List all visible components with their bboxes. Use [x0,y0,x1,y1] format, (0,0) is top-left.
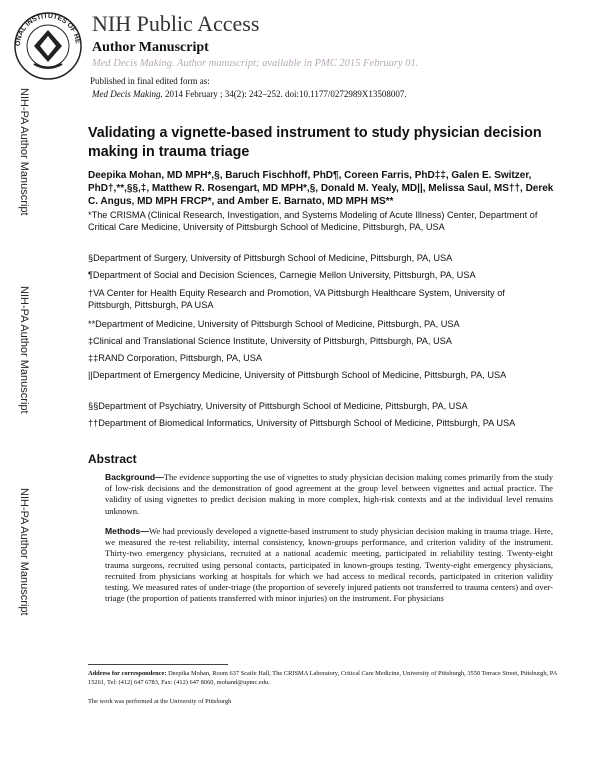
correspondence-label: Address for correspondence: [88,670,167,677]
methods-label: Methods— [105,526,149,536]
citation-details: 2014 February ; 34(2): 242–252. doi:10.1177/0272989X13508007. [162,89,407,99]
citation [92,89,407,99]
background-text: The evidence supporting the use of vignettes to study physician decision making comes primarily from the study of low-risk decisions and the demonstration of good agreement at the group level between vignettes and actual practice. The validity of using vignettes to predict decision making in more complex, high-risk contexts and at the individual level remains unknown. [105,472,553,516]
author-list: Deepika Mohan, MD MPH*,§, Baruch Fischhoff, PhD¶, Coreen Farris, PhD‡‡, Galen E. Switzer, PhD†,**,§§,‡, Matthew R. Rosengart, MD MPH*,§, Donald M. Yealy, MD||, Melissa Saul, MS††, Derek C. Angus, MD MPH FRCP*, and Amber E. Barnato, MD MPH MS** [88,170,554,207]
svg-text:NATIONAL INSTITUTES OF HEALTH: ONAL INSTITUTES OF HE [14,12,81,47]
article-title: Validating a vignette-based instrument to study physician decision making in trauma triage [88,125,542,160]
affiliation: †VA Center for Health Equity Research and Promotion, VA Pittsburgh Healthcare System, University of Pittsburgh, Pittsburgh, PA USA [88,288,505,310]
citation-journal: Med Decis Making. [92,89,163,99]
availability-note: Med Decis Making. Author manuscript; available in PMC 2015 February 01. [92,58,419,69]
affiliation: *The CRISMA (Clinical Research, Investigation, and Systems Modeling of Acute Illness) Center, Department of Critical Care Medicine, University of Pittsburgh School of Medicine, Pittsburgh, PA, USA [88,210,538,232]
nih-public-access-title: NIH Public Access [92,11,260,36]
affiliation: **Department of Medicine, University of Pittsburgh School of Medicine, Pittsburgh, PA, USA [88,319,460,329]
abstract-methods [105,526,553,604]
correspondence-note [88,670,558,687]
nih-logo [10,6,86,82]
abstract-background [105,472,553,517]
background-label: Background— [105,472,164,482]
abstract-heading: Abstract [88,452,137,466]
affiliation: ||Department of Emergency Medicine, University of Pittsburgh School of Medicine, Pittsburgh, PA, USA [88,370,507,380]
affiliation: ¶Department of Social and Decision Sciences, Carnegie Mellon University, Pittsburgh, PA, USA [88,270,476,280]
author-manuscript-label: Author Manuscript [92,40,209,55]
published-label: Published in final edited form as: [90,76,210,86]
work-note: The work was performed at the University of Pittsburgh [88,698,232,705]
affiliation: ‡Clinical and Translational Science Institute, University of Pittsburgh, Pittsburgh, PA, USA [88,336,452,346]
footnote-divider [88,664,228,665]
correspondence-text: Deepika Mohan, Room 637 Scaife Hall, The CRISMA Laboratory, Critical Care Medicine, University of Pittsburgh, 3550 Terrace Street, Pittsburgh, PA 15261, Tel: (412) 647 6783, Fax: (412) 647 8060, mohand@upmc.edu. [88,670,557,686]
nih-seal-icon [10,6,86,82]
affiliation: ††Department of Biomedical Informatics, University of Pittsburgh School of Medicine, Pittsburgh, PA USA [88,418,516,428]
affiliation: §Department of Surgery, University of Pittsburgh School of Medicine, Pittsburgh, PA, USA [88,253,453,263]
methods-text: We had previously developed a vignette-based instrument to study physician decision making in trauma triage. Here, we measured the re-test reliability, internal consistency, known-groups performance, and criterion validity of the instrument. Thirty-two emergency physicians, recruited at a national academic meeting, participated in reliability testing. Twenty-eight trauma surgeons, recruited using personal contacts, participated in known-groups testing. Twenty-eight emergency physicians, recruited from physicians working at hospitals for which we had access to medical records, participated in criterion validity testing. We measured rates of under-triage (the proportion of severely injured patients not transferred to trauma centers) and over-triage (the proportion of patients transferred with minor injuries) on the instrument. For physicians [105,526,553,604]
affiliation: §§Department of Psychiatry, University of Pittsburgh School of Medicine, Pittsburgh, PA, USA [88,401,468,411]
affiliation: ‡‡RAND Corporation, Pittsburgh, PA, USA [88,353,262,363]
